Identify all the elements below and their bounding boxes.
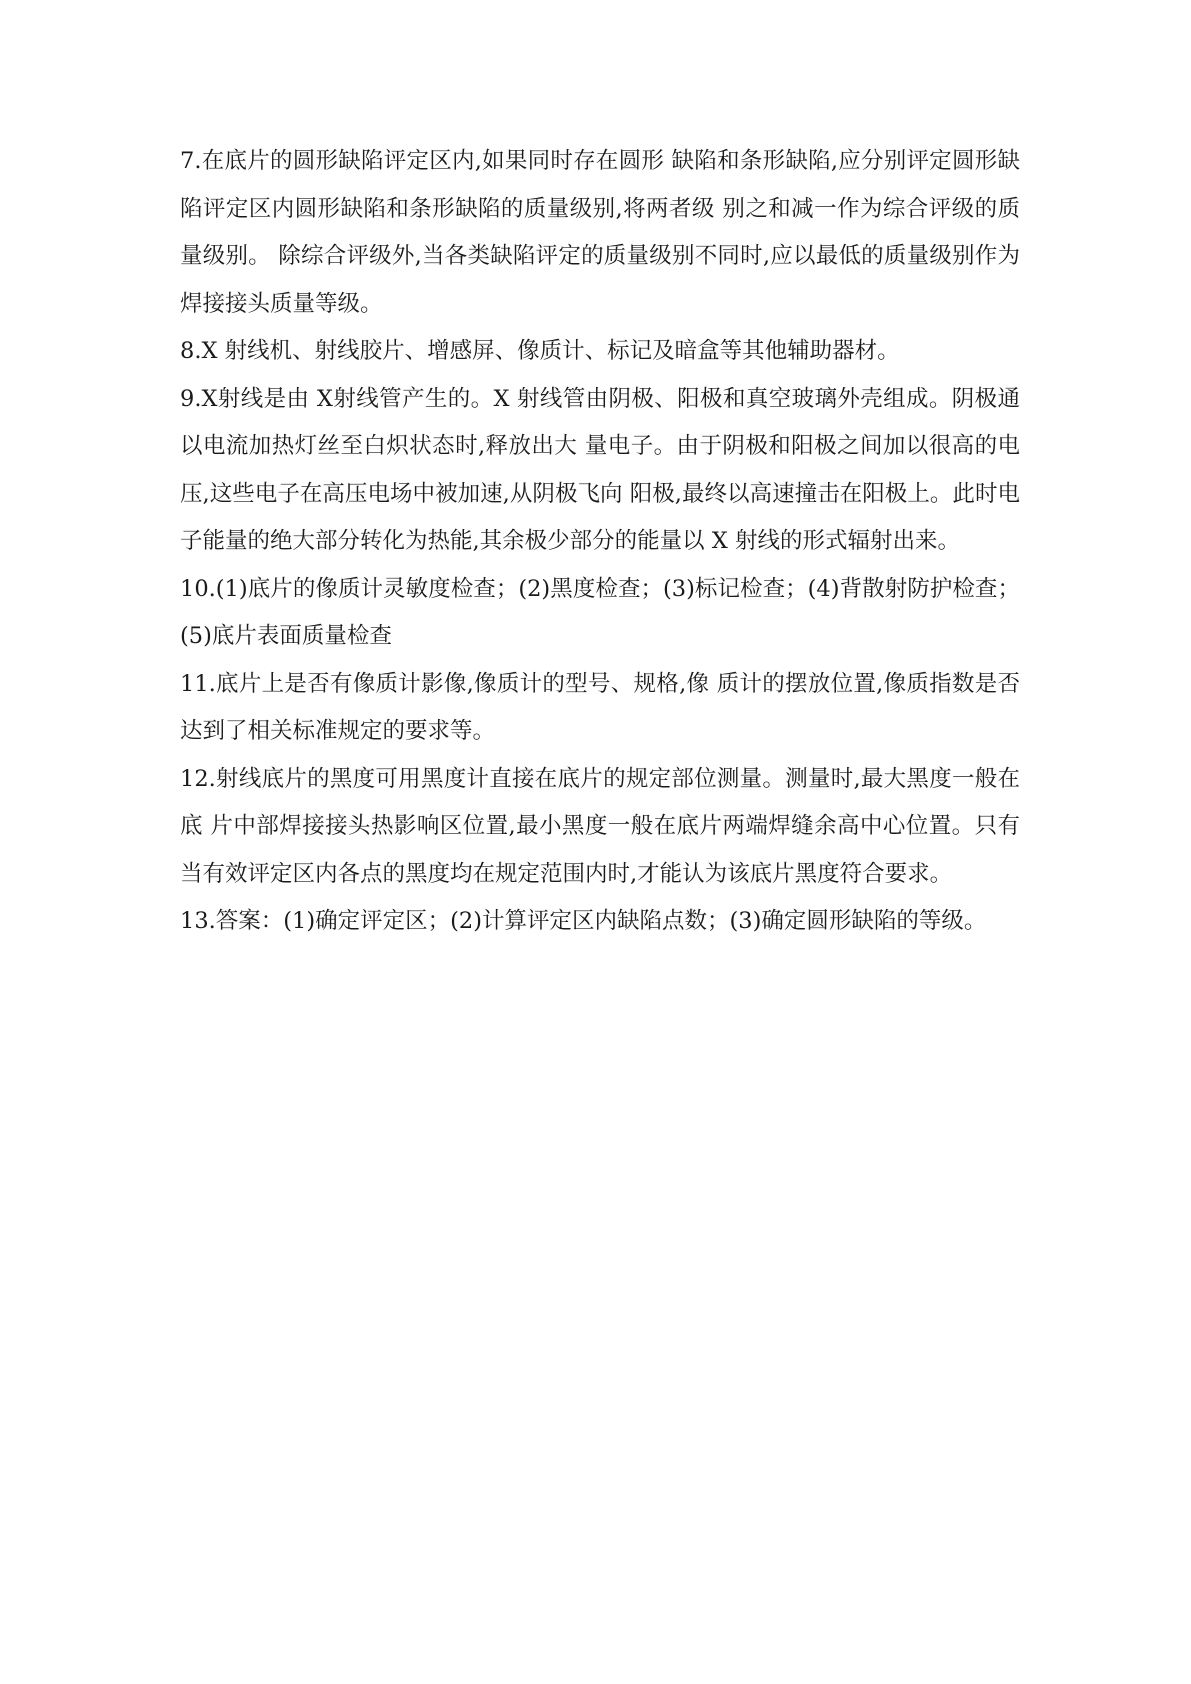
answer-item-11: 11.底片上是否有像质计影像,像质计的型号、规格,像 质计的摆放位置,像质指数是否达到了相关标准规定的要求等。 [180, 670, 1020, 744]
answer-item-10: 10.(1)底片的像质计灵敏度检查；(2)黑度检查；(3)标记检查；(4)背散射防护检查；(5)底片表面质量检查 [180, 575, 1020, 649]
answer-item-7: 7.在底片的圆形缺陷评定区内,如果同时存在圆形 缺陷和条形缺陷,应分别评定圆形缺陷评定区内圆形缺陷和条形缺陷的质量级别,将两者级 别之和减一作为综合评级的质量级别。 除综合评级外,当各类缺陷评定的质量级别不同时,应以最低的质量级别作为焊接接头质量等级。 [180, 148, 1020, 317]
answer-item-9: 9.X射线是由 X射线管产生的。X 射线管由阴极、阳极和真空玻璃外壳组成。阴极通以电流加热灯丝至白炽状态时,释放出大 量电子。由于阴极和阳极之间加以很高的电压,这些电子在高压电场中被加速,从阴极飞向 阳极,最终以高速撞击在阳极上。此时电子能量的绝大部分转化为热能,其余极少部分的能量以 X 射线的形式辐射出来。 [180, 385, 1020, 554]
answer-text-block [180, 138, 1020, 946]
answer-item-13: 13.答案：(1)确定评定区；(2)计算评定区内缺陷点数；(3)确定圆形缺陷的等级。 [180, 908, 987, 934]
answer-item-8: 8.X 射线机、射线胶片、增感屏、像质计、标记及暗盒等其他辅助器材。 [180, 338, 900, 364]
answer-item-12: 12.射线底片的黑度可用黑度计直接在底片的规定部位测量。测量时,最大黑度一般在底 片中部焊接接头热影响区位置,最小黑度一般在底片两端焊缝余高中心位置。只有当有效评定区内各点的黑度均在规定范围内时,才能认为该底片黑度符合要求。 [180, 765, 1020, 887]
